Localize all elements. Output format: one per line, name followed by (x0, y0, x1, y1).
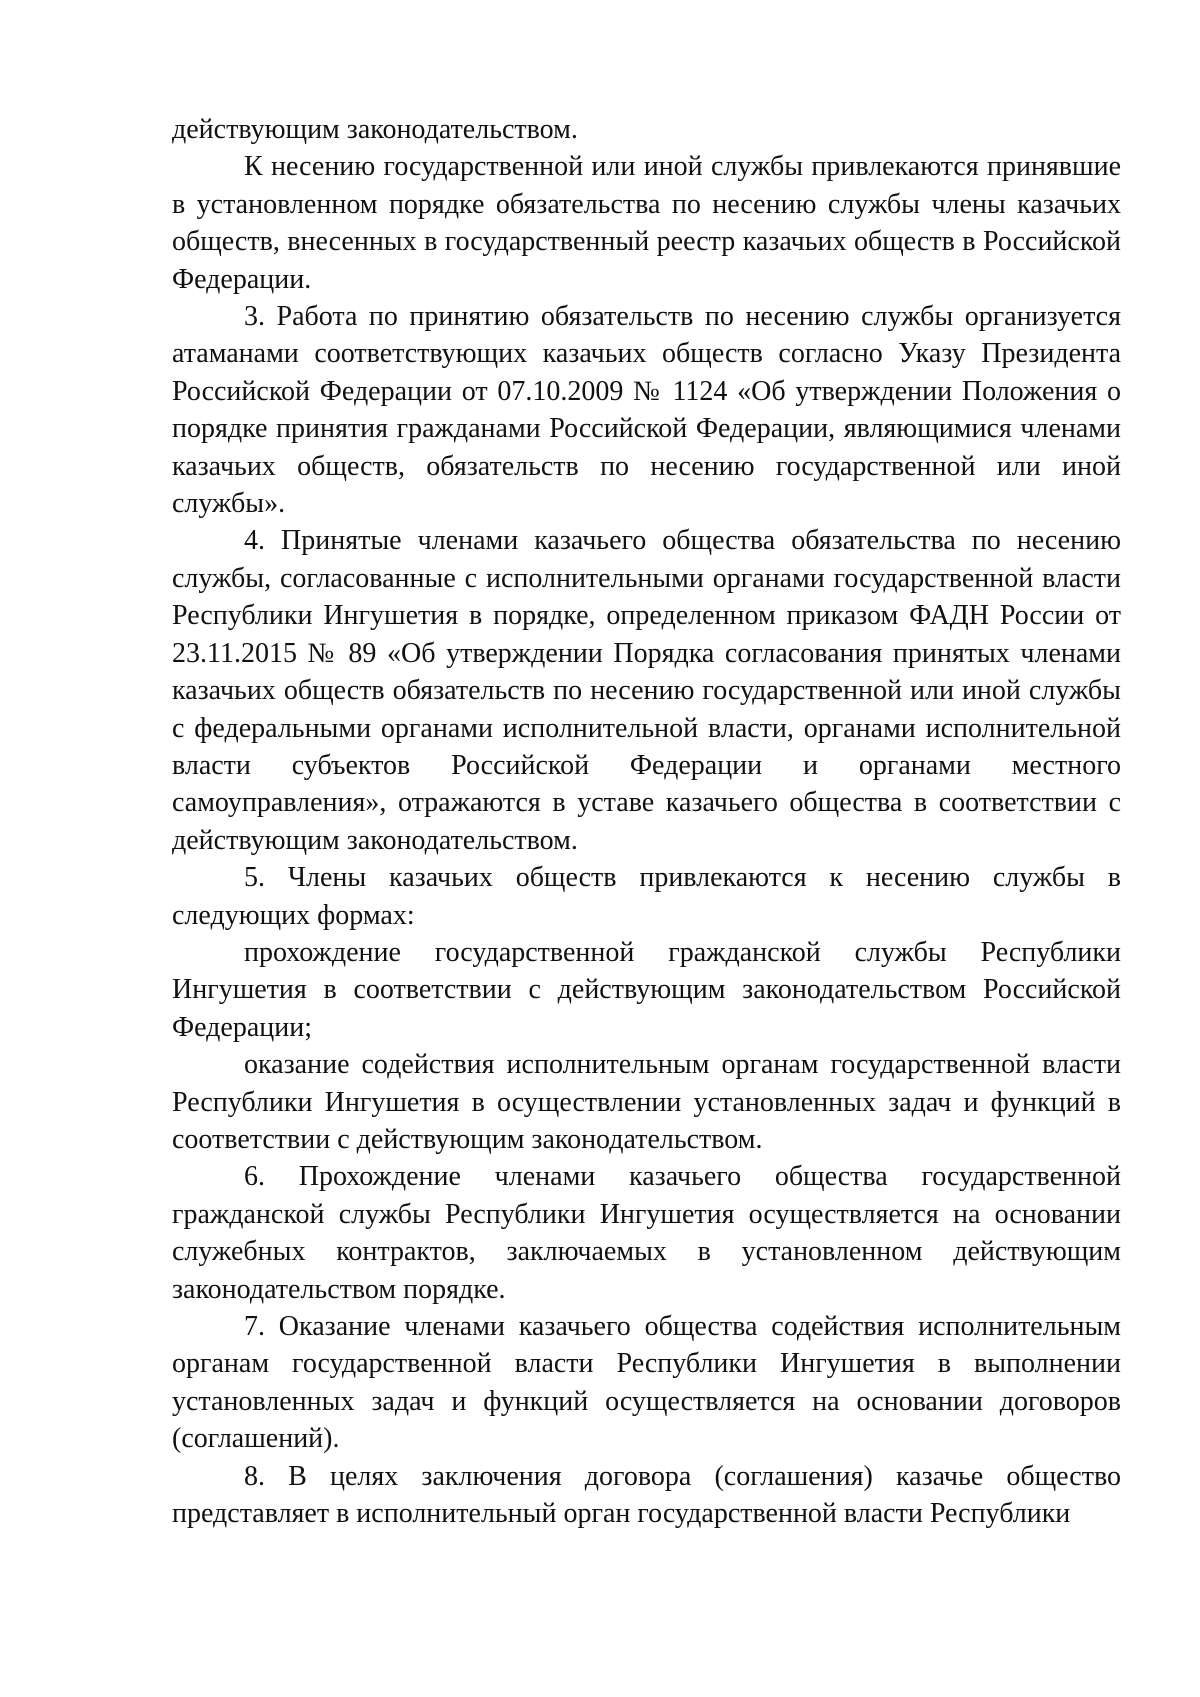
paragraph-item-5: 5. Члены казачьих обществ привлекаются к несению службы в следующих формах: (172, 862, 1121, 931)
paragraph-item-4: 4. Принятые членами казачьего общества обязательства по несению службы, согласованные с исполнительными органами государственной власти Республики Ингушетия в порядке, определенном приказом ФАДН России от 23.11.2015 № 89 «Об утверждении Порядка согласования принятых членами казачьих обществ обязательств по несению государственной или иной службы с федеральными органами исполнительной власти, органами исполнительной власти субъектов Российской Федерации и органами местного самоуправления», отражаются в уставе казачьего общества в соответствии с действующим законодательством. (172, 525, 1121, 856)
paragraph-cossack-service-recruitment: К несению государственной или иной службы привлекаются принявшие в установленном порядке обязательства по несению службы члены казачьих обществ, внесенных в государственный реестр казачьих обществ в Российской Федерации. (172, 151, 1121, 295)
paragraph-item-3: 3. Работа по принятию обязательств по несению службы организуется атаманами соответствующих казачьих обществ согласно Указу Президента Российской Федерации от 07.10.2009 № 1124 «Об утверждении Положения о порядке принятия гражданами Российской Федерации, являющимися членами казачьих обществ, обязательств по несению государственной или иной службы». (172, 301, 1121, 520)
paragraph-continuation: действующим законодательством. (172, 114, 578, 145)
paragraph-item-7: 7. Оказание членами казачьего общества содействия исполнительным органам государственной власти Республики Ингушетия в выполнении установленных задач и функций осуществляется на основании договоров (соглашений). (172, 1311, 1121, 1455)
document-body (172, 111, 1121, 1532)
paragraph-item-5-form-assistance: оказание содействия исполнительным органам государственной власти Республики Ингушетия в осуществлении установленных задач и функций в соответствии с действующим законодательством. (172, 1049, 1121, 1155)
paragraph-item-6: 6. Прохождение членами казачьего общества государственной гражданской службы Республики Ингушетия осуществляется на основании служебных контрактов, заключаемых в установленном действующим законодательством порядке. (172, 1161, 1121, 1305)
paragraph-item-8: 8. В целях заключения договора (соглашения) казачье общество представляет в исполнительный орган государственной власти Республики (172, 1460, 1121, 1530)
paragraph-item-5-form-civil-service: прохождение государственной гражданской службы Республики Ингушетия в соответствии с действующим законодательством Российской Федерации; (172, 936, 1121, 1043)
